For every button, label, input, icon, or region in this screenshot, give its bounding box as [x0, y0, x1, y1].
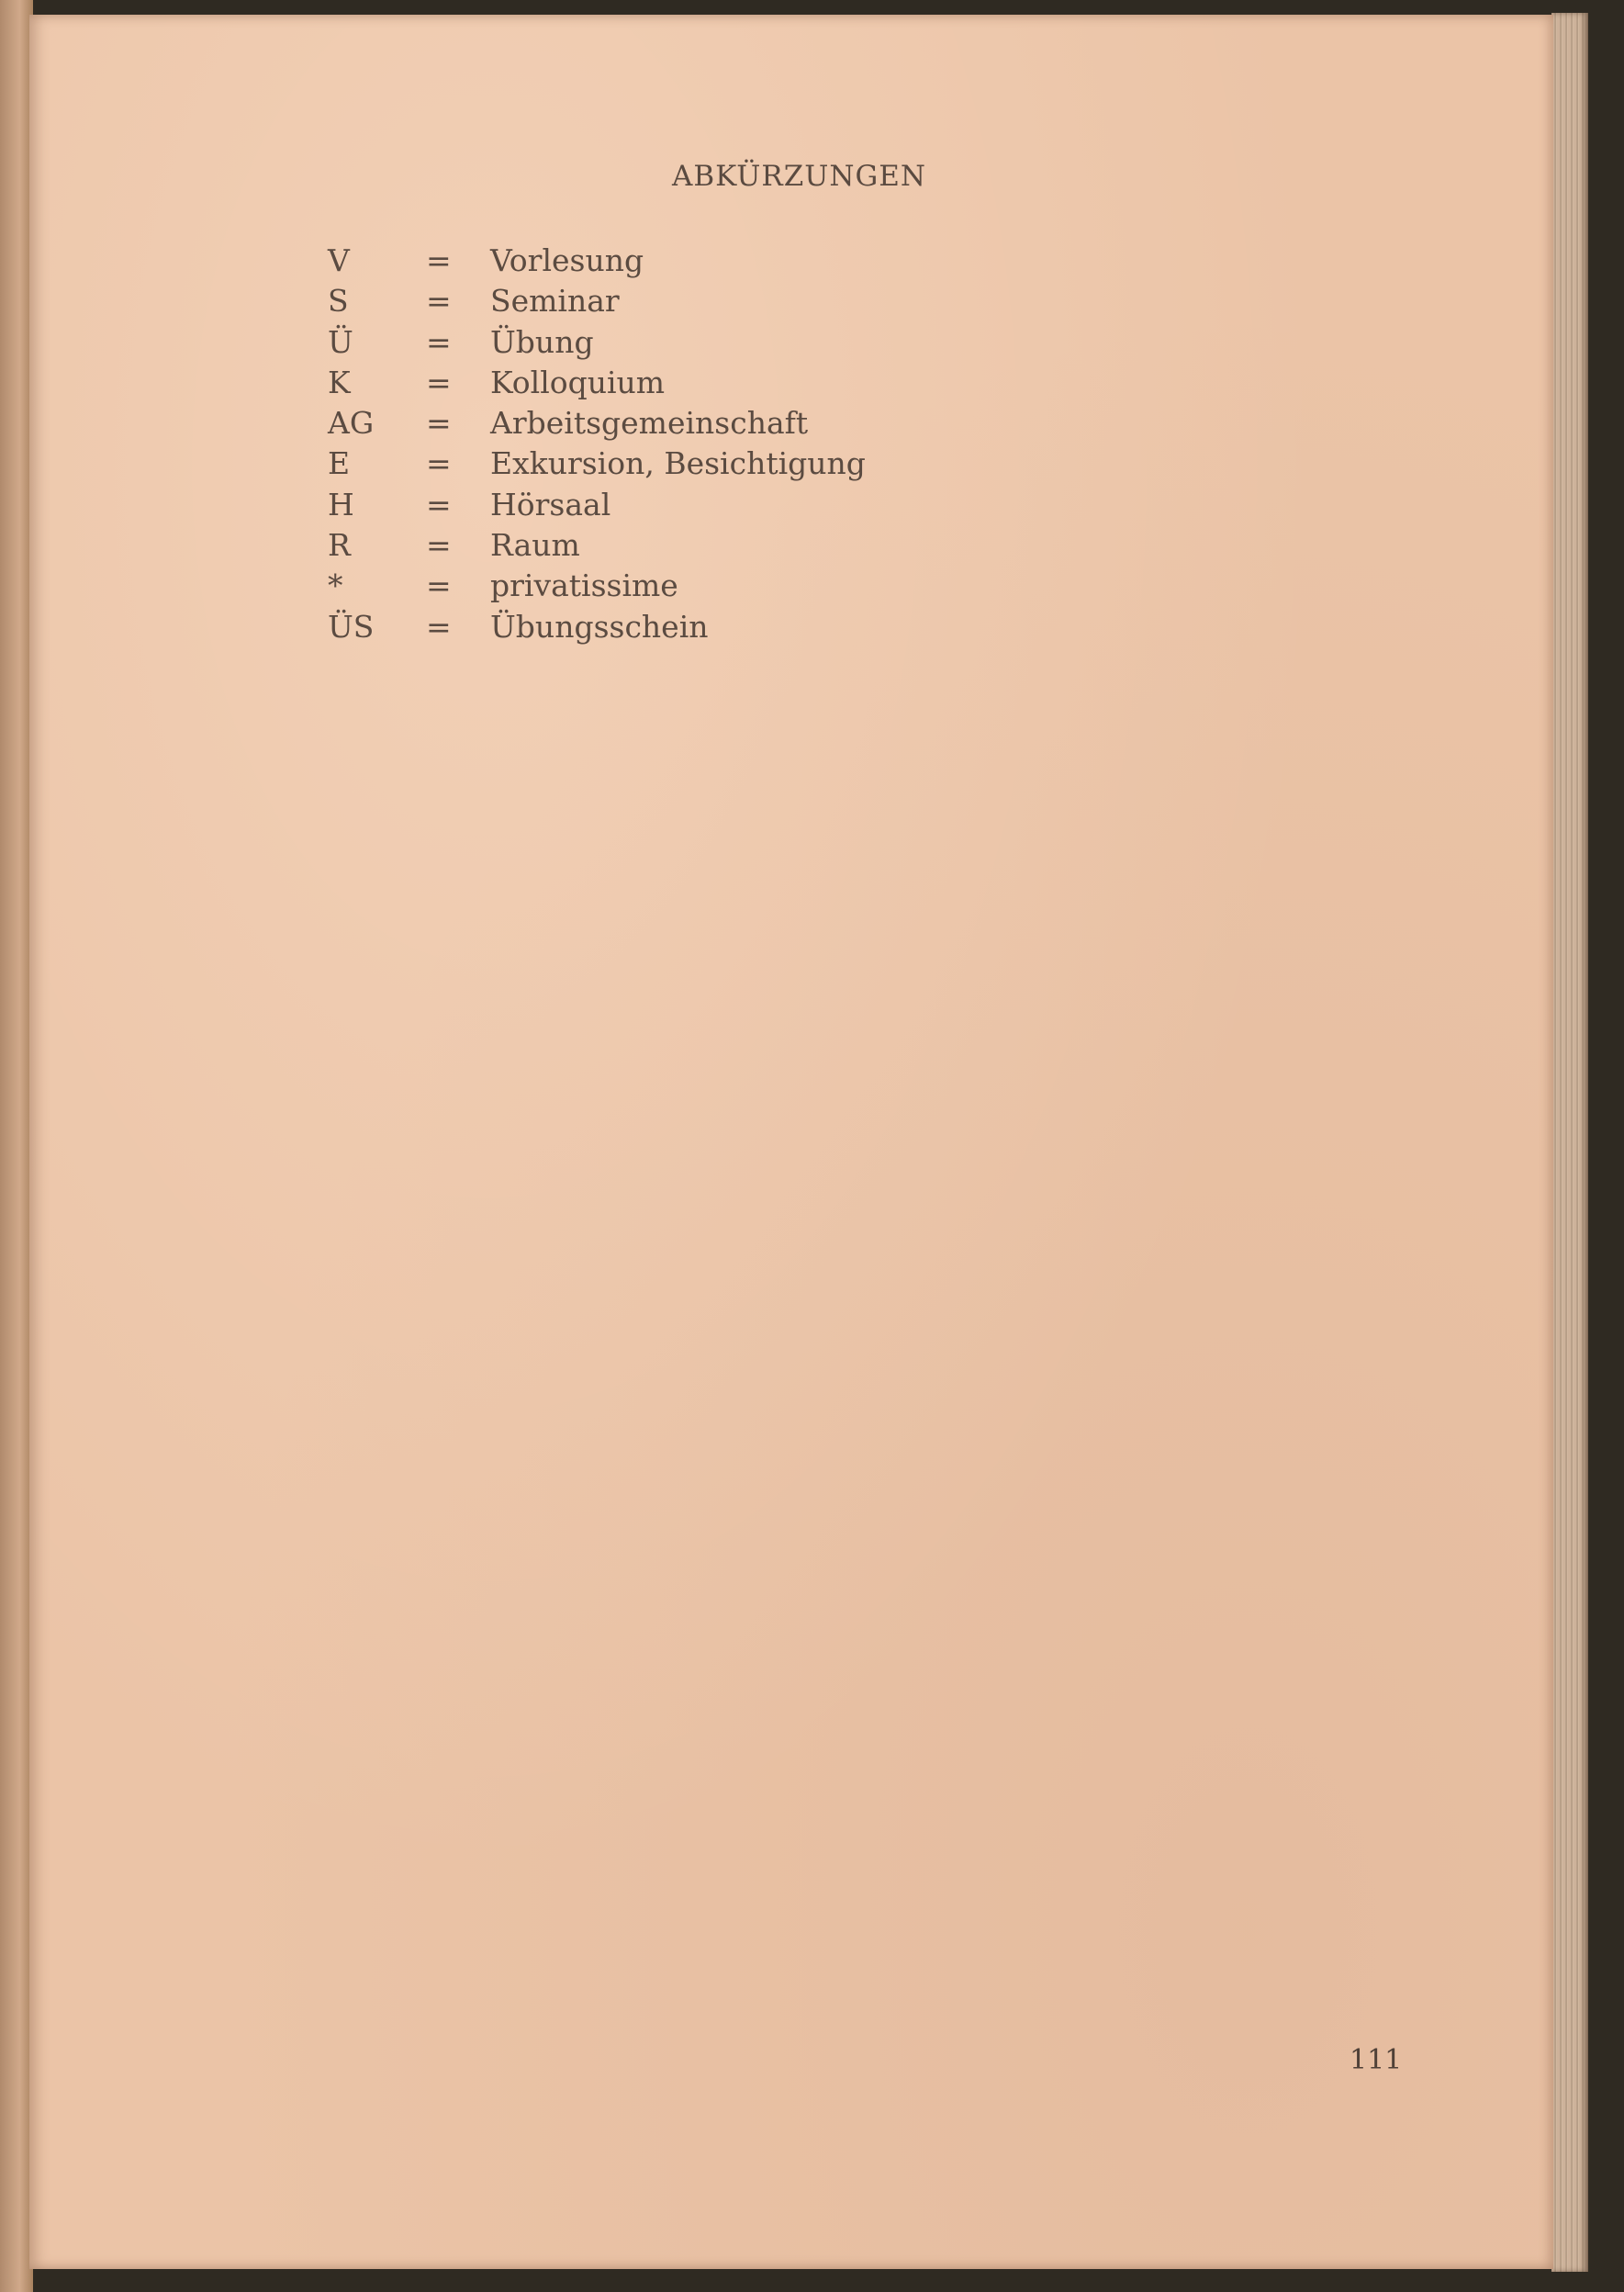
definition: Übungsschein — [490, 608, 709, 645]
abbreviation: E — [328, 445, 351, 482]
page-title: ABKÜRZUNGEN — [672, 160, 926, 193]
definition: Exkursion, Besichtigung — [490, 445, 866, 482]
equals-sign: = — [426, 242, 452, 278]
abbreviation: V — [328, 242, 350, 278]
equals-sign: = — [426, 608, 452, 645]
abbreviation: Ü — [328, 323, 353, 360]
definition: Vorlesung — [490, 242, 644, 278]
abbreviation: H — [328, 486, 354, 522]
abbreviation: AG — [328, 405, 375, 442]
definition: Raum — [490, 527, 580, 564]
definition: Arbeitsgemeinschaft — [490, 405, 809, 442]
abbreviation: R — [328, 527, 351, 564]
definition: Übung — [490, 323, 594, 360]
definition: Hörsaal — [490, 486, 611, 522]
definition: privatissime — [490, 567, 678, 604]
equals-sign: = — [426, 323, 452, 360]
equals-sign: = — [426, 567, 452, 604]
page-number: 111 — [1350, 2044, 1403, 2076]
previous-page-edge — [0, 0, 33, 2292]
equals-sign: = — [426, 364, 452, 400]
definition: Seminar — [490, 283, 620, 320]
abbreviation: * — [328, 567, 343, 604]
abbreviation: K — [328, 364, 351, 400]
equals-sign: = — [426, 486, 452, 522]
page-stack-edges — [1551, 13, 1588, 2272]
equals-sign: = — [426, 445, 452, 482]
equals-sign: = — [426, 527, 452, 564]
document-page — [29, 15, 1553, 2269]
equals-sign: = — [426, 405, 452, 442]
definition: Kolloquium — [490, 364, 666, 400]
abbreviation: S — [328, 283, 349, 320]
equals-sign: = — [426, 283, 452, 320]
abbreviation: ÜS — [328, 608, 375, 645]
